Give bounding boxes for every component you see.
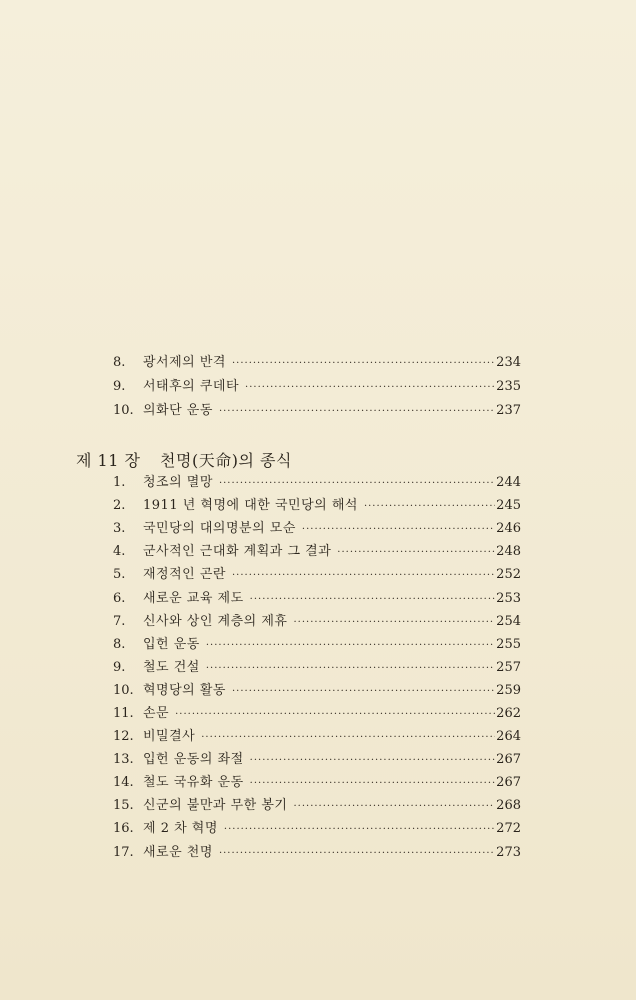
dot-leader <box>337 542 495 564</box>
entry-number: 17. <box>113 845 134 860</box>
entry-number: 15. <box>113 798 134 813</box>
entry-number: 11. <box>113 706 134 721</box>
entry-page-number: 264 <box>496 729 521 744</box>
entry-title: 입헌 운동의 좌절 <box>143 752 244 767</box>
entry-number: 6. <box>113 591 126 606</box>
entry-number: 1. <box>113 475 126 490</box>
entry-title: 철도 건설 <box>143 660 200 675</box>
dot-leader <box>219 473 495 495</box>
toc-entry <box>113 541 521 563</box>
entry-title: 제 2 차 혁명 <box>143 821 218 836</box>
chapter-label: 제 11 장 <box>76 451 141 470</box>
entry-number: 10. <box>113 403 134 418</box>
dot-leader <box>219 401 495 423</box>
entry-title: 새로운 천명 <box>143 845 213 860</box>
entry-page-number: 262 <box>496 706 521 721</box>
dot-leader <box>224 819 495 841</box>
entry-page-number: 252 <box>496 567 521 582</box>
entry-title: 광서제의 반격 <box>143 355 226 370</box>
entry-number: 14. <box>113 775 134 790</box>
toc-entry <box>113 495 521 517</box>
entry-title: 군사적인 근대화 계획과 그 결과 <box>143 544 332 559</box>
entry-page-number: 253 <box>496 591 521 606</box>
entry-number: 9. <box>113 379 126 394</box>
toc-entry <box>113 352 521 374</box>
toc-entry <box>113 564 521 586</box>
dot-leader <box>250 773 496 795</box>
entry-page-number: 235 <box>496 379 521 394</box>
entry-title: 혁명당의 활동 <box>143 683 226 698</box>
entry-number: 8. <box>113 637 126 652</box>
dot-leader <box>250 589 496 611</box>
chapter-heading <box>76 448 292 474</box>
entry-number: 12. <box>113 729 134 744</box>
entry-title: 신사와 상인 계층의 제휴 <box>143 614 288 629</box>
toc-entry <box>113 772 521 794</box>
toc-entry <box>113 818 521 840</box>
dot-leader <box>364 496 495 518</box>
entry-page-number: 268 <box>496 798 521 813</box>
toc-entry <box>113 376 521 398</box>
toc-entry <box>113 680 521 702</box>
entry-title: 입헌 운동 <box>143 637 200 652</box>
entry-title: 철도 국유화 운동 <box>143 775 244 790</box>
entry-page-number: 245 <box>496 498 521 513</box>
entry-title: 새로운 교육 제도 <box>143 591 244 606</box>
entry-page-number: 272 <box>496 821 521 836</box>
toc-entry <box>113 518 521 540</box>
toc-entry <box>113 749 521 771</box>
entry-page-number: 254 <box>496 614 521 629</box>
toc-entry <box>113 703 521 725</box>
entry-page-number: 234 <box>496 355 521 370</box>
dot-leader <box>201 727 495 749</box>
dot-leader <box>302 519 495 541</box>
toc-entry <box>113 657 521 679</box>
entry-number: 10. <box>113 683 134 698</box>
toc-entry <box>113 588 521 610</box>
entry-title: 의화단 운동 <box>143 403 213 418</box>
entry-page-number: 246 <box>496 521 521 536</box>
entry-number: 4. <box>113 544 126 559</box>
entry-title: 재정적인 곤란 <box>143 567 226 582</box>
toc-entry <box>113 795 521 817</box>
dot-leader <box>232 353 495 375</box>
entry-title: 손문 <box>143 706 170 721</box>
toc-entry <box>113 472 521 494</box>
entry-title: 신군의 불만과 무한 봉기 <box>143 798 288 813</box>
dot-leader <box>232 565 495 587</box>
toc-entry <box>113 611 521 633</box>
entry-number: 2. <box>113 498 126 513</box>
dot-leader <box>175 704 495 726</box>
toc-entry <box>113 842 521 864</box>
toc-entry <box>113 726 521 748</box>
entry-page-number: 248 <box>496 544 521 559</box>
dot-leader <box>293 612 495 634</box>
toc-entry <box>113 634 521 656</box>
entry-page-number: 237 <box>496 403 521 418</box>
dot-leader <box>250 750 496 772</box>
entry-title: 국민당의 대의명분의 모순 <box>143 521 296 536</box>
entry-number: 7. <box>113 614 126 629</box>
dot-leader <box>206 635 495 657</box>
entry-number: 8. <box>113 355 126 370</box>
toc-entry <box>113 400 521 422</box>
entry-number: 9. <box>113 660 126 675</box>
entry-number: 16. <box>113 821 134 836</box>
entry-title: 서태후의 쿠데타 <box>143 379 240 394</box>
entry-title: 1911 년 혁명에 대한 국민당의 해석 <box>143 498 358 513</box>
entry-page-number: 267 <box>496 752 521 767</box>
entry-page-number: 259 <box>496 683 521 698</box>
entry-page-number: 257 <box>496 660 521 675</box>
entry-page-number: 267 <box>496 775 521 790</box>
entry-number: 5. <box>113 567 126 582</box>
entry-page-number: 273 <box>496 845 521 860</box>
chapter-title: 천명(天命)의 종식 <box>160 451 292 470</box>
entry-title: 비밀결사 <box>143 729 196 744</box>
entry-number: 13. <box>113 752 134 767</box>
dot-leader <box>219 843 495 865</box>
dot-leader <box>206 658 495 680</box>
dot-leader <box>232 681 495 703</box>
dot-leader <box>245 377 495 399</box>
entry-page-number: 244 <box>496 475 521 490</box>
entry-number: 3. <box>113 521 126 536</box>
dot-leader <box>293 796 495 818</box>
entry-title: 청조의 멸망 <box>143 475 213 490</box>
entry-page-number: 255 <box>496 637 521 652</box>
